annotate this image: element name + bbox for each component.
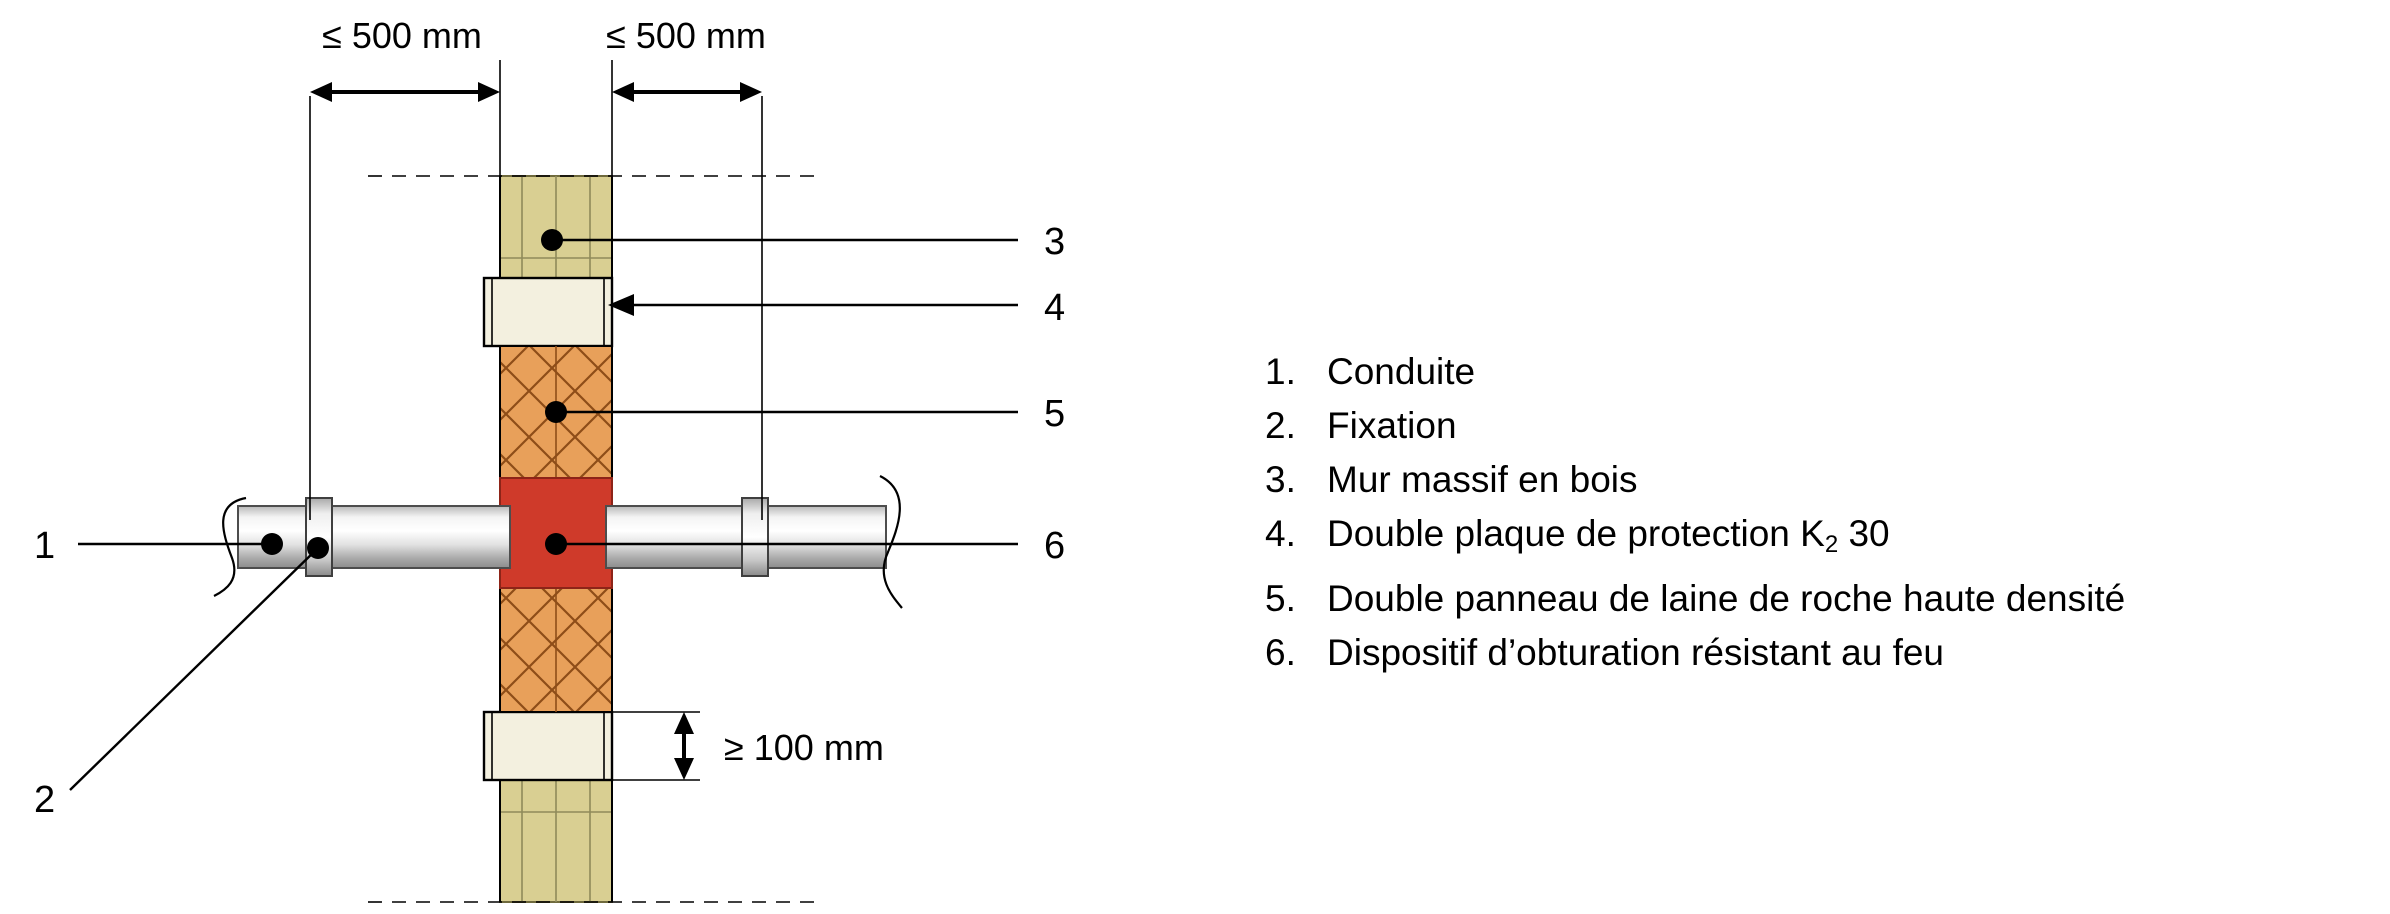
legend-number-6: 6. [1265,632,1296,673]
protection-board-lower [484,712,612,780]
callout-label-4: 4 [1044,287,1066,329]
legend-number-2: 2. [1265,405,1296,446]
protection-board-upper [484,278,612,346]
legend-label-4-main: Double plaque de protection K [1327,513,1825,554]
legend-label-1: Conduite [1327,351,1476,392]
rockwool-panel-lower [500,588,612,712]
legend-number-5: 5. [1265,578,1296,619]
legend-list [1265,345,2345,680]
legend-item-3 [1265,453,2345,507]
dimension-line-bottom [612,712,700,780]
legend-label-4-tail: 30 [1838,513,1890,554]
callout-label-5: 5 [1044,393,1066,435]
legend-label-6: Dispositif d’obturation résistant au feu [1327,632,1945,673]
legend-number-4: 4. [1265,513,1296,554]
dimension-label-bottom: ≥ 100 mm [724,727,884,768]
legend-label-4 [1327,507,2345,572]
legend-item-4 [1265,507,2345,572]
legend-item-5 [1265,572,2345,626]
legend-label-2: Fixation [1327,405,1457,446]
legend-number-1: 1. [1265,351,1296,392]
legend-label-5: Double panneau de laine de roche haute densité [1327,578,2126,619]
legend-item-2 [1265,399,2345,453]
legend-number-3: 3. [1265,459,1296,500]
callout-label-6: 6 [1044,525,1066,567]
dimension-label-right: ≤ 500 mm [606,15,766,56]
callout-label-2: 2 [34,779,56,821]
legend-item-6 [1265,626,2345,680]
legend-label-4-sub: 2 [1824,531,1839,558]
callout-label-1: 1 [34,525,56,567]
legend-label-3: Mur massif en bois [1327,459,1638,500]
legend-item-1 [1265,345,2345,399]
callout-label-3: 3 [1044,221,1066,263]
dimension-label-left: ≤ 500 mm [322,15,482,56]
